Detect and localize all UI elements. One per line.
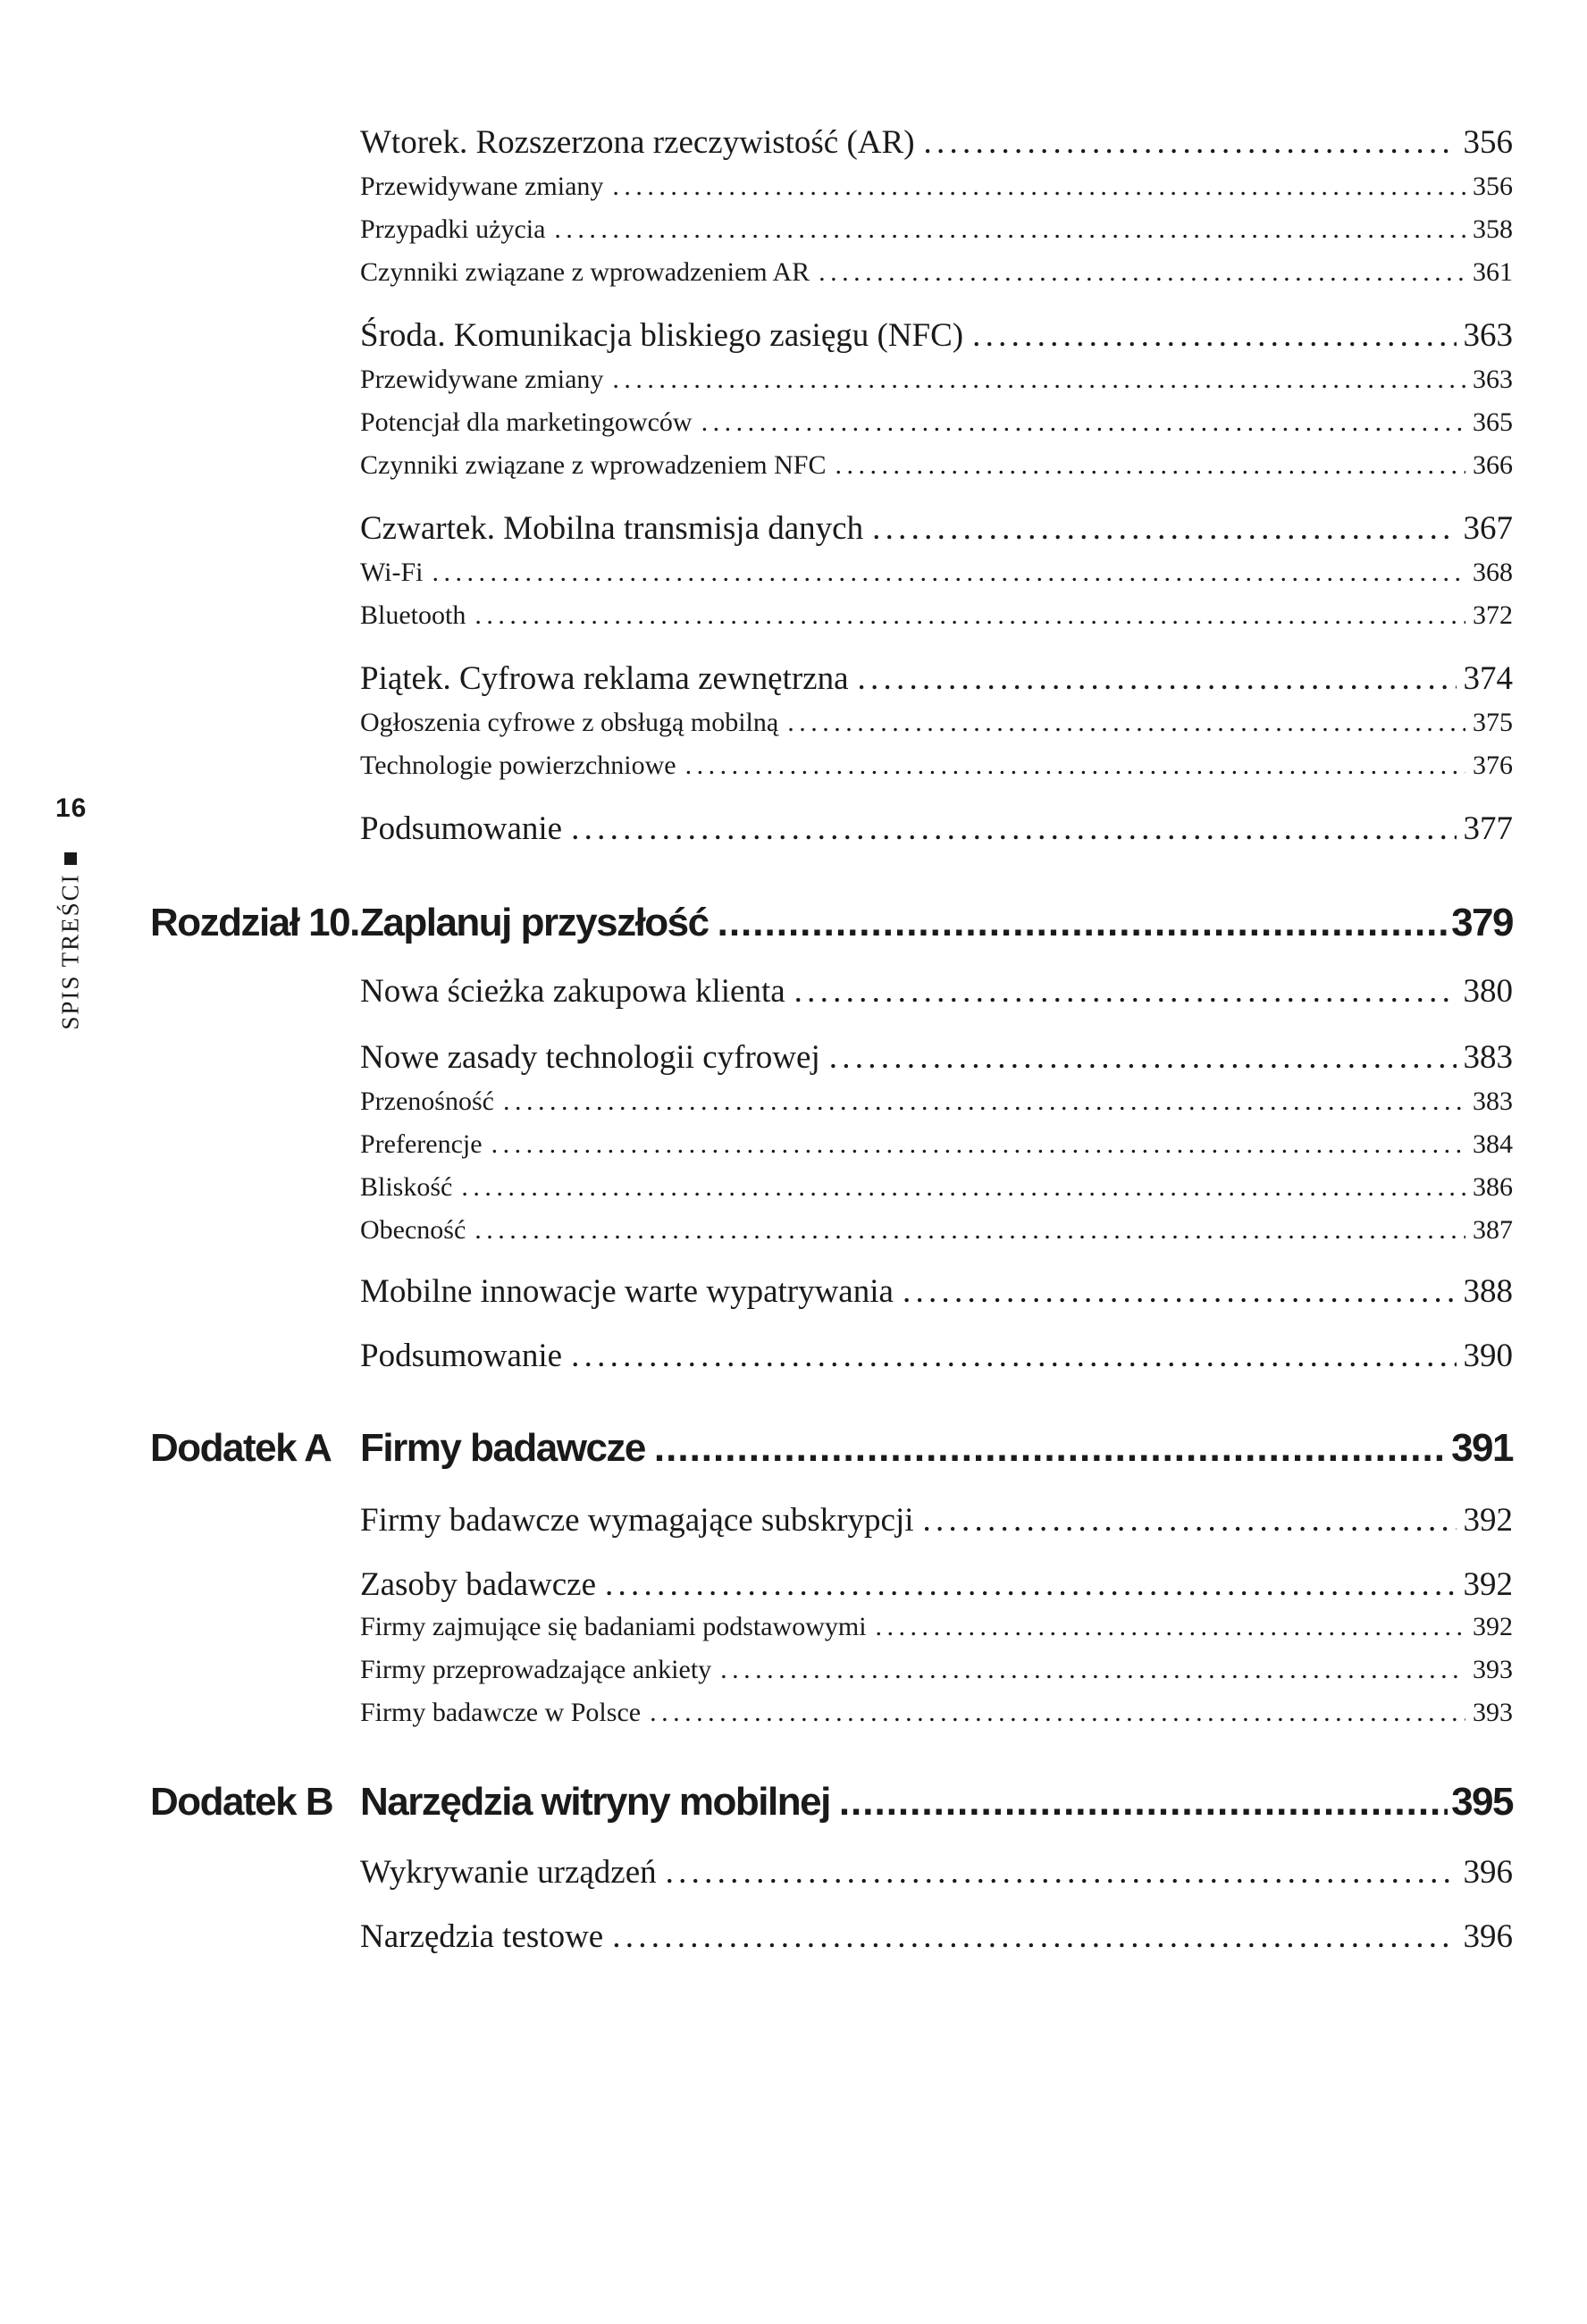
toc-subentry-page: 375 [1473, 708, 1513, 737]
toc-subentry[interactable] [360, 214, 1513, 245]
toc-appendix-a[interactable] [150, 1426, 1513, 1471]
toc-subentry[interactable] [360, 407, 1513, 438]
chapter-title: Narzędzia witryny mobilnej [360, 1780, 830, 1824]
dot-leader [839, 1780, 1448, 1825]
toc-subentry[interactable] [360, 600, 1513, 631]
chapter-label: Dodatek A [150, 1426, 332, 1470]
toc-entry-nowe-zasady[interactable] [360, 1038, 1513, 1077]
toc-entry-page: 396 [1463, 1918, 1513, 1955]
dot-leader [858, 659, 1457, 698]
toc-subentry-title: Czynniki związane z wprowadzeniem AR [360, 257, 810, 287]
toc-subentry-page: 383 [1473, 1086, 1513, 1116]
toc-entry-title: Wykrywanie urządzeń [360, 1854, 657, 1891]
toc-entry-page: 356 [1463, 124, 1513, 161]
toc-subentry[interactable] [360, 1129, 1513, 1160]
toc-entry-page: 367 [1463, 510, 1513, 547]
dot-leader [491, 1129, 1465, 1160]
chapter-title: Zaplanuj przyszłość [360, 901, 709, 944]
toc-subentry-page: 393 [1473, 1655, 1513, 1684]
toc-entry-page: 363 [1463, 317, 1513, 354]
toc-subentry-page: 361 [1473, 257, 1513, 287]
toc-entry-page: 396 [1463, 1854, 1513, 1891]
toc-subentry[interactable] [360, 751, 1513, 781]
chapter-label: Rozdział 10. [150, 901, 359, 944]
dot-leader [972, 316, 1456, 355]
toc-subentry-title: Przenośność [360, 1086, 494, 1116]
toc-subentry-page: 387 [1473, 1215, 1513, 1245]
toc-entry-title: Wtorek. Rozszerzona rzeczywistość (AR) [360, 124, 915, 161]
toc-subentry-page: 368 [1473, 558, 1513, 587]
dot-leader [612, 1917, 1456, 1956]
toc-entry-subskrypcja[interactable] [360, 1501, 1513, 1540]
toc-chapter-10[interactable] [150, 901, 1513, 945]
dot-leader [794, 972, 1457, 1011]
toc-entry-piatek[interactable] [360, 659, 1513, 698]
toc-entry-page: 388 [1463, 1273, 1513, 1310]
toc-entry-title: Nowe zasady technologii cyfrowej [360, 1039, 820, 1076]
toc-subentry-page: 365 [1473, 407, 1513, 437]
dot-leader [612, 172, 1465, 202]
toc-entry-title: Czwartek. Mobilna transmisja danych [360, 510, 864, 547]
toc-subentry-title: Firmy badawcze w Polsce [360, 1698, 642, 1727]
toc-entry-title: Mobilne innowacje warte wypatrywania [360, 1273, 894, 1310]
toc-subentry[interactable] [360, 1698, 1513, 1728]
toc-appendix-b[interactable] [150, 1780, 1513, 1825]
toc-entry-page: 392 [1463, 1566, 1513, 1603]
toc-entry-title: Narzędzia testowe [360, 1918, 604, 1955]
dot-leader [503, 1086, 1465, 1117]
dot-leader [474, 1215, 1465, 1246]
dot-leader [701, 407, 1465, 438]
dot-leader [903, 1272, 1457, 1311]
toc-entry-sroda[interactable] [360, 316, 1513, 355]
toc-subentry-title: Przypadki użycia [360, 214, 546, 244]
toc-subentry-page: 363 [1473, 365, 1513, 394]
dot-leader [923, 1501, 1457, 1540]
toc-entry-title: Piątek. Cyfrowa reklama zewnętrzna [360, 660, 849, 697]
toc-subentry-page: 384 [1473, 1129, 1513, 1159]
toc-entry-page: 380 [1463, 973, 1513, 1010]
toc-subentry[interactable] [360, 1612, 1513, 1642]
page-number: 16 [55, 793, 88, 823]
toc-subentry[interactable] [360, 172, 1513, 202]
toc-subentry-title: Przewidywane zmiany [360, 365, 604, 394]
chapter-page: 391 [1451, 1426, 1513, 1470]
dot-leader [650, 1698, 1465, 1728]
toc-subentry-page: 392 [1473, 1612, 1513, 1641]
dot-leader [876, 1612, 1465, 1642]
dot-leader [787, 708, 1465, 738]
running-head: SPIS TREŚCI [56, 873, 84, 1030]
toc-subentry[interactable] [360, 450, 1513, 481]
toc-subentry[interactable] [360, 558, 1513, 588]
dot-leader [461, 1172, 1465, 1203]
chapter-title: Firmy badawcze [360, 1426, 645, 1470]
toc-entry-title: Firmy badawcze wymagające subskrypcji [360, 1502, 914, 1539]
dot-leader [474, 600, 1465, 631]
toc-subentry-title: Firmy przeprowadzające ankiety [360, 1655, 712, 1684]
toc-subentry[interactable] [360, 1215, 1513, 1246]
toc-subentry[interactable] [360, 1172, 1513, 1203]
toc-subentry-title: Czynniki związane z wprowadzeniem NFC [360, 450, 827, 480]
toc-entry-page: 383 [1463, 1039, 1513, 1076]
dot-leader [685, 751, 1465, 781]
toc-subentry-title: Wi-Fi [360, 558, 424, 587]
toc-entry-mobilne-innowacje[interactable] [360, 1272, 1513, 1311]
toc-entry-title: Środa. Komunikacja bliskiego zasięgu (NFC) [360, 317, 964, 354]
toc-subentry[interactable] [360, 1086, 1513, 1117]
dot-leader [571, 1337, 1456, 1375]
toc-subentry-page: 366 [1473, 450, 1513, 480]
dot-leader [819, 257, 1465, 288]
dot-leader [720, 1655, 1465, 1685]
chapter-label: Dodatek B [150, 1780, 333, 1824]
toc-subentry[interactable] [360, 708, 1513, 738]
toc-entry-page: 392 [1463, 1502, 1513, 1539]
toc-entry-zasoby[interactable] [360, 1565, 1513, 1604]
toc-subentry-title: Bluetooth [360, 600, 466, 630]
dot-leader [718, 901, 1448, 945]
dot-leader [432, 558, 1465, 588]
toc-subentry-page: 393 [1473, 1698, 1513, 1727]
dot-leader [924, 123, 1457, 162]
toc-subentry-title: Bliskość [360, 1172, 453, 1202]
dot-leader [829, 1038, 1457, 1077]
toc-entry-title: Podsumowanie [360, 1338, 563, 1374]
toc-subentry-title: Obecność [360, 1215, 466, 1245]
toc-subentry-title: Ogłoszenia cyfrowe z obsługą mobilną [360, 708, 779, 737]
toc-entry-page: 374 [1463, 660, 1513, 697]
chapter-page: 395 [1451, 1780, 1513, 1824]
dot-leader [872, 509, 1456, 548]
chapter-page: 379 [1451, 901, 1513, 944]
toc-entry-title: Nowa ścieżka zakupowa klienta [360, 973, 785, 1010]
square-marker-icon [64, 852, 77, 865]
toc-entry-wykrywanie[interactable] [360, 1853, 1513, 1892]
toc-subentry-page: 386 [1473, 1172, 1513, 1202]
toc-entry-page: 377 [1463, 810, 1513, 847]
dot-leader [654, 1426, 1448, 1471]
toc-subentry[interactable] [360, 257, 1513, 288]
toc-subentry-title: Firmy zajmujące się badaniami podstawowymi [360, 1612, 867, 1641]
toc-subentry-title: Technologie powierzchniowe [360, 751, 676, 780]
toc-entry-czwartek[interactable] [360, 509, 1513, 548]
dot-leader [605, 1565, 1456, 1604]
toc-subentry[interactable] [360, 1655, 1513, 1685]
dot-leader [835, 450, 1466, 481]
toc-subentry-page: 376 [1473, 751, 1513, 780]
toc-subentry-page: 356 [1473, 172, 1513, 201]
dot-leader [554, 214, 1465, 245]
toc-entry-wtorek[interactable] [360, 123, 1513, 162]
toc-entry-testowe[interactable] [360, 1917, 1513, 1956]
dot-leader [612, 365, 1465, 395]
toc-subentry-page: 372 [1473, 600, 1513, 630]
toc-entry-podsumowanie[interactable] [360, 1337, 1513, 1375]
dot-leader [666, 1853, 1457, 1892]
toc-subentry-title: Preferencje [360, 1129, 483, 1159]
toc-entry-title: Podsumowanie [360, 810, 563, 847]
toc-subentry-title: Przewidywane zmiany [360, 172, 604, 201]
toc-entry-nowa-sciezka[interactable] [360, 972, 1513, 1011]
toc-entry-title: Zasoby badawcze [360, 1566, 597, 1603]
toc-subentry-page: 358 [1473, 214, 1513, 244]
toc-entry-page: 390 [1463, 1338, 1513, 1374]
toc-entry-podsumowanie[interactable] [360, 810, 1513, 848]
dot-leader [571, 810, 1456, 848]
toc-subentry-title: Potencjał dla marketingowców [360, 407, 693, 437]
toc-subentry[interactable] [360, 365, 1513, 395]
